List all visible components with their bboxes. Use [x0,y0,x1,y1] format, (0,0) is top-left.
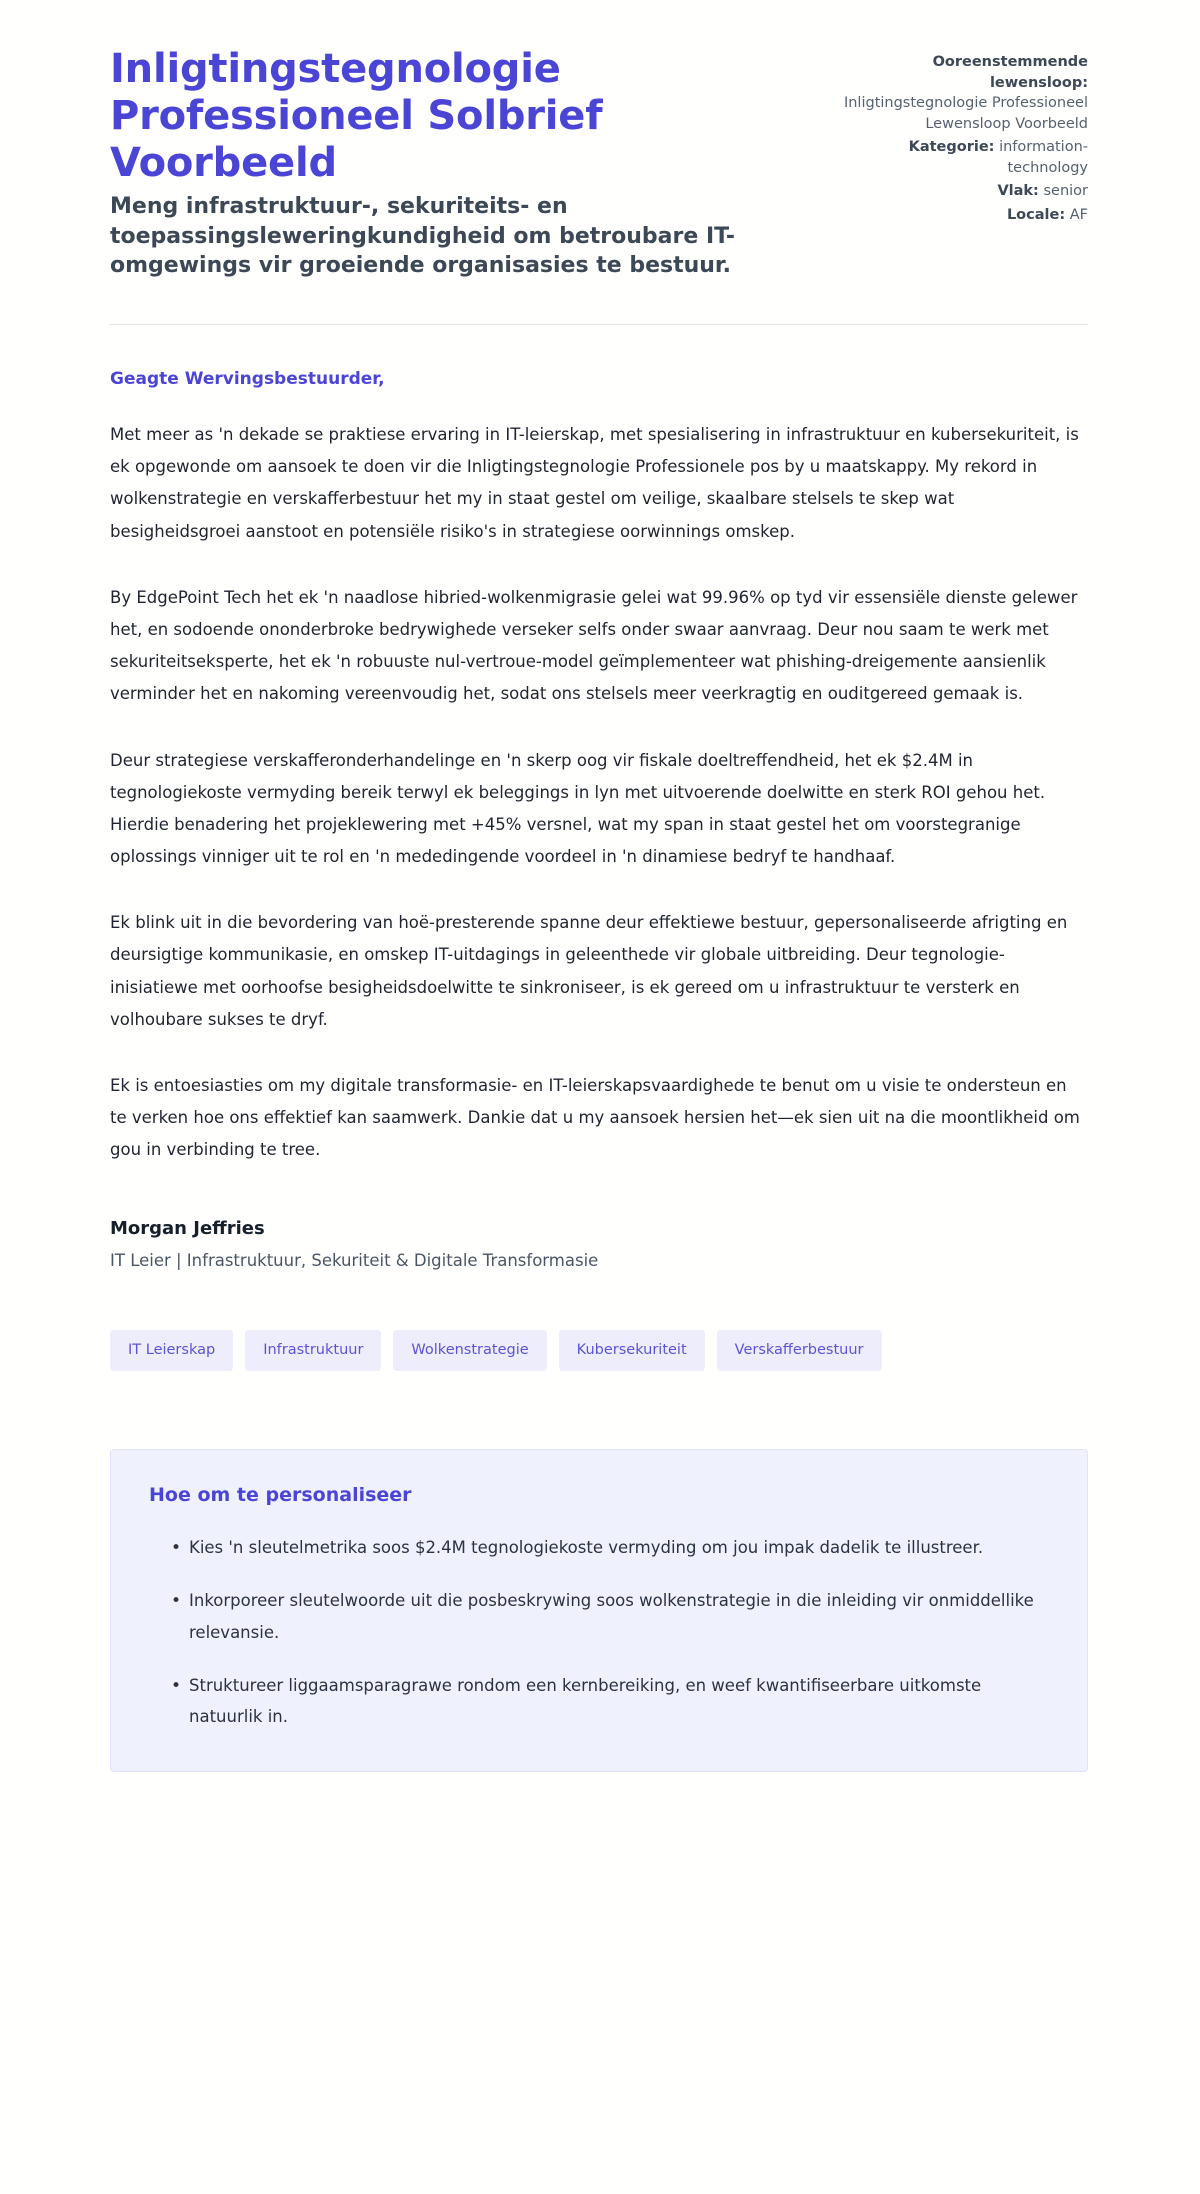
letter-paragraph: Ek blink uit in die bevordering van hoë-presterende spanne deur effektiewe bestuur, gepersonaliseerde afrigting en deursigtige kommunikasie, en omskep IT-uitdagings in geleenthede vir globale uitbreiding. Deur tegnologie-inisiatiewe met oorhoofse besigheidsdoelwitte te sinkroniseer, is ek gereed om u infrastruktuur te versterk en volhoubare sukses te dryf. [110,913,1068,1029]
callout-list [149,1532,1049,1733]
page-title: Inligtingstegnologie Professioneel Solbrief Voorbeeld [110,46,603,186]
tag-chip[interactable]: Wolkenstrategie [393,1330,546,1371]
signature-name: Morgan Jeffries [110,1218,265,1240]
meta-matching-resume-value: Inligtingstegnologie Professioneel Lewensloop Voorbeeld [843,95,1088,132]
page-subtitle: Meng infrastruktuur-, sekuriteits- en toepassingsleweringkundigheid om betroubare IT-omgewings vir groeiende organisasies te bestuur. [110,194,736,278]
letter-paragraph: Deur strategiese verskafferonderhandelinge en 'n skerp oog vir fiskale doeltreffendheid, het ek $2.4M in tegnologiekoste vermyding bereik terwyl ek beleggings in lyn met uitvoerende doelwitte en sterk ROI gehou het. Hierdie benadering het projeklewering met +45% versnel, wat my span in staat gestel het om voorstegranige oplossings vinniger uit te rol en 'n mededingende voordeel in 'n dinamiese bedryf te handhaaf. [110,750,1046,867]
callout-title: Hoe om te personaliseer [149,1483,412,1506]
tag-chip[interactable]: IT Leierskap [110,1330,233,1371]
meta-level-label: Vlak: [997,183,1039,200]
letter-body [110,325,1088,1166]
letter-paragraph: Met meer as 'n dekade se praktiese ervaring in IT-leierskap, met spesialisering in infrastruktuur en kubersekuriteit, is ek opgewonde om aansoek te doen vir die Inligtingstegnologie Professionele pos by u maatskappy. My rekord in wolkenstrategie en verskafferbestuur het my in staat gestel om veilige, skaalbare stelsels te skep wat besigheidsgroei aanstoot en potensiële risiko's in strategiese oorwinnings omskep. [110,425,1079,541]
callout-list-item: • Struktureer liggaamsparagrawe rondom een kernbereiking, en weef kwantifiseerbare uitkomste natuurlik in. [171,1670,1049,1733]
meta-locale-label: Locale: [1006,207,1066,224]
meta-category-value: information-technology [999,139,1088,176]
meta-locale [843,205,1088,226]
tag-chip[interactable]: Kubersekuriteit [559,1330,705,1371]
header-title-block [110,46,803,280]
signature-role: IT Leier | Infrastruktuur, Sekuriteit & Digitale Transformasie [110,1251,599,1271]
meta-matching-resume [843,52,1088,134]
meta-locale-value: AF [1069,207,1088,224]
meta-level-value: senior [1043,183,1088,200]
letter-paragraph: Ek is entoesiasties om my digitale transformasie- en IT-leierskapsvaardighede te benut om u visie te ondersteun en te verken hoe ons effektief kan saamwerk. Dankie dat u my aansoek hersien het—ek sien uit na die moontlikheid om gou in verbinding te tree. [110,1075,1080,1160]
personalization-callout [110,1449,1088,1772]
salutation: Geagte Wervingsbestuurder, [110,369,385,390]
tag-chip[interactable]: Verskafferbestuur [717,1330,882,1371]
tag-chip[interactable]: Infrastruktuur [245,1330,381,1371]
document-metadata [843,46,1088,229]
letter-paragraph: By EdgePoint Tech het ek 'n naadlose hibried-wolkenmigrasie gelei wat 99.96% op tyd vir essensiële dienste gelewer het, en sodoende ononderbroke bedrywighede verseker selfs onder swaar aanvraag. Deur nou saam te werk met sekuriteitseksperte, het ek 'n robuuste nul-vertroue-model geïmplementeer wat phishing-dreigemente aansienlik verminder het en nakoming vereenvoudig het, sodat ons stelsels meer veerkragtig en ouditgereed gemaak is. [110,587,1078,704]
meta-level [843,181,1088,202]
signature-block [110,1218,1088,1270]
callout-list-item: • Kies 'n sleutelmetrika soos $2.4M tegnologiekoste vermyding om jou impak dadelik te illustreer. [171,1532,1049,1563]
tag-list [110,1330,1088,1371]
meta-category [843,137,1088,178]
meta-category-label: Kategorie: [908,139,995,156]
callout-list-item: • Inkorporeer sleutelwoorde uit die posbeskrywing soos wolkenstrategie in die inleiding vir onmiddellike relevansie. [171,1585,1049,1648]
document-header [110,46,1088,280]
meta-matching-resume-label: Ooreenstemmende lewensloop: [932,54,1088,91]
